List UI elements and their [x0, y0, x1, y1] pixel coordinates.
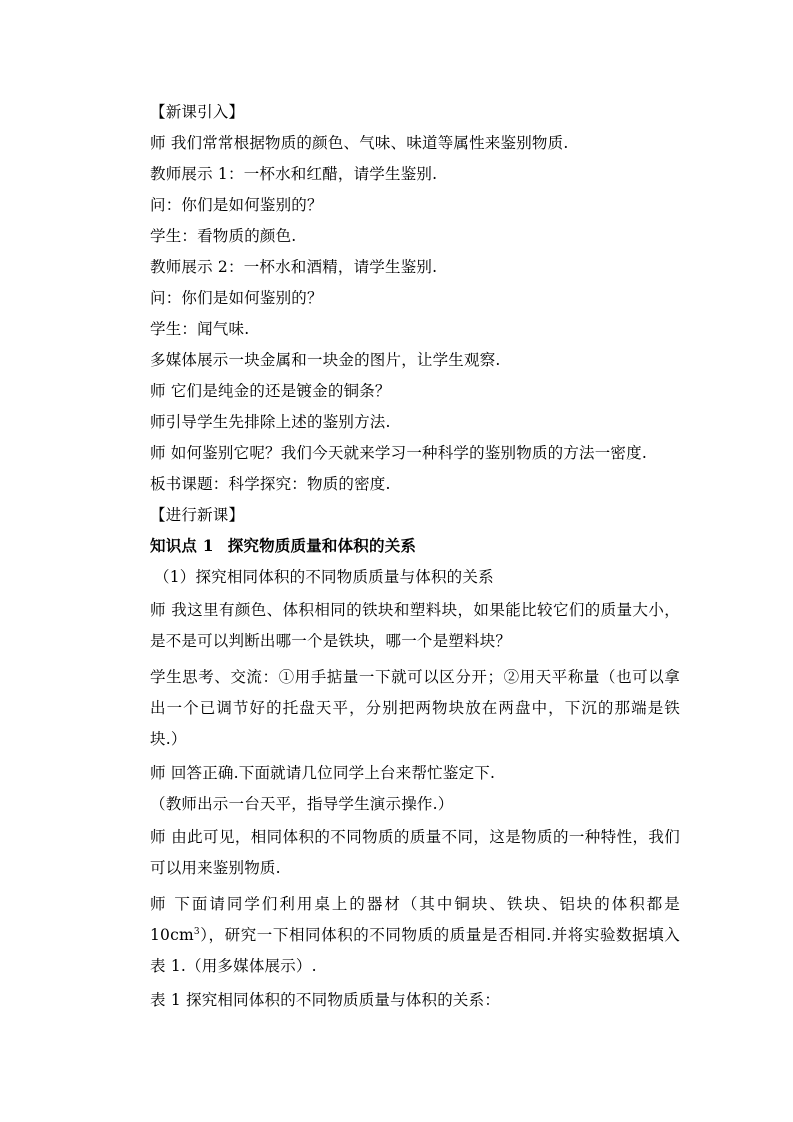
paragraph [150, 595, 680, 657]
paragraph-experiment [150, 889, 680, 982]
intro-line: 学生：看物质的颜色. [150, 227, 297, 245]
intro-line: 板书课题：科学探究：物质的密度. [150, 475, 391, 493]
intro-line: 师 它们是纯金的还是镀金的铜条？ [150, 382, 391, 400]
paragraph-text: 师 由此可见，相同体积的不同物质的质量不同，这是物质的一种特性，我们可以用来鉴别物质. [150, 828, 680, 877]
knowledge-point-label: 知识点 1 [150, 536, 214, 555]
paragraph [150, 662, 680, 755]
paragraph: （教师出示一台天平，指导学生演示操作.） [150, 795, 454, 813]
knowledge-point-heading [150, 533, 680, 559]
intro-line: 师 我们常常根据物质的颜色、气味、味道等属性来鉴别物质. [150, 134, 569, 152]
section-heading-intro: 【新课引入】 [150, 103, 245, 121]
paragraph-text: 师 我这里有颜色、体积相同的铁块和塑料块，如果能比较它们的质量大小，是不是可以判断出哪一个是铁块，哪一个是塑料块？ [150, 601, 680, 650]
paragraph-text-b: ），研究一下相同体积的不同物质的质量是否相同.并将实验数据填入表 1.（用多媒体展示）. [150, 926, 680, 975]
intro-line: 师 如何鉴别它呢？我们今天就来学习一种科学的鉴别物质的方法一密度. [150, 444, 647, 462]
intro-line: 教师展示 2：一杯水和酒精，请学生鉴别. [150, 258, 438, 276]
table-caption: 表 1 探究相同体积的不同物质质量与体积的关系： [150, 991, 501, 1009]
document-body [150, 99, 680, 1018]
paragraph [150, 822, 680, 884]
subheading: （1）探究相同体积的不同物质质量与体积的关系 [154, 568, 494, 586]
paragraph-text: 学生思考、交流：①用手掂量一下就可以区分开；②用天平称量（也可以拿出一个已调节好的托盘天平，分别把两物块放在两盘中，下沉的那端是铁块.） [150, 668, 680, 748]
paragraph-text-a: 师 下面请同学们利用桌上的器材（其中铜块、铁块、铝块的体积都是 10cm [150, 895, 680, 944]
intro-line: 教师展示 1：一杯水和红醋，请学生鉴别. [150, 165, 438, 183]
intro-line: 问：你们是如何鉴别的？ [150, 289, 323, 307]
paragraph: 师 回答正确.下面就请几位同学上台来帮忙鉴定下. [150, 764, 496, 782]
intro-line: 问：你们是如何鉴别的？ [150, 196, 323, 214]
intro-line: 学生：闻气味. [150, 320, 250, 338]
intro-line: 多媒体展示一块金属和一块金的图片，让学生观察. [150, 351, 501, 369]
superscript: 3 [193, 926, 200, 937]
intro-line: 师引导学生先排除上述的鉴别方法. [150, 413, 391, 431]
knowledge-point-text: 探究物质质量和体积的关系 [227, 536, 417, 555]
section-heading-new: 【进行新课】 [150, 506, 245, 524]
